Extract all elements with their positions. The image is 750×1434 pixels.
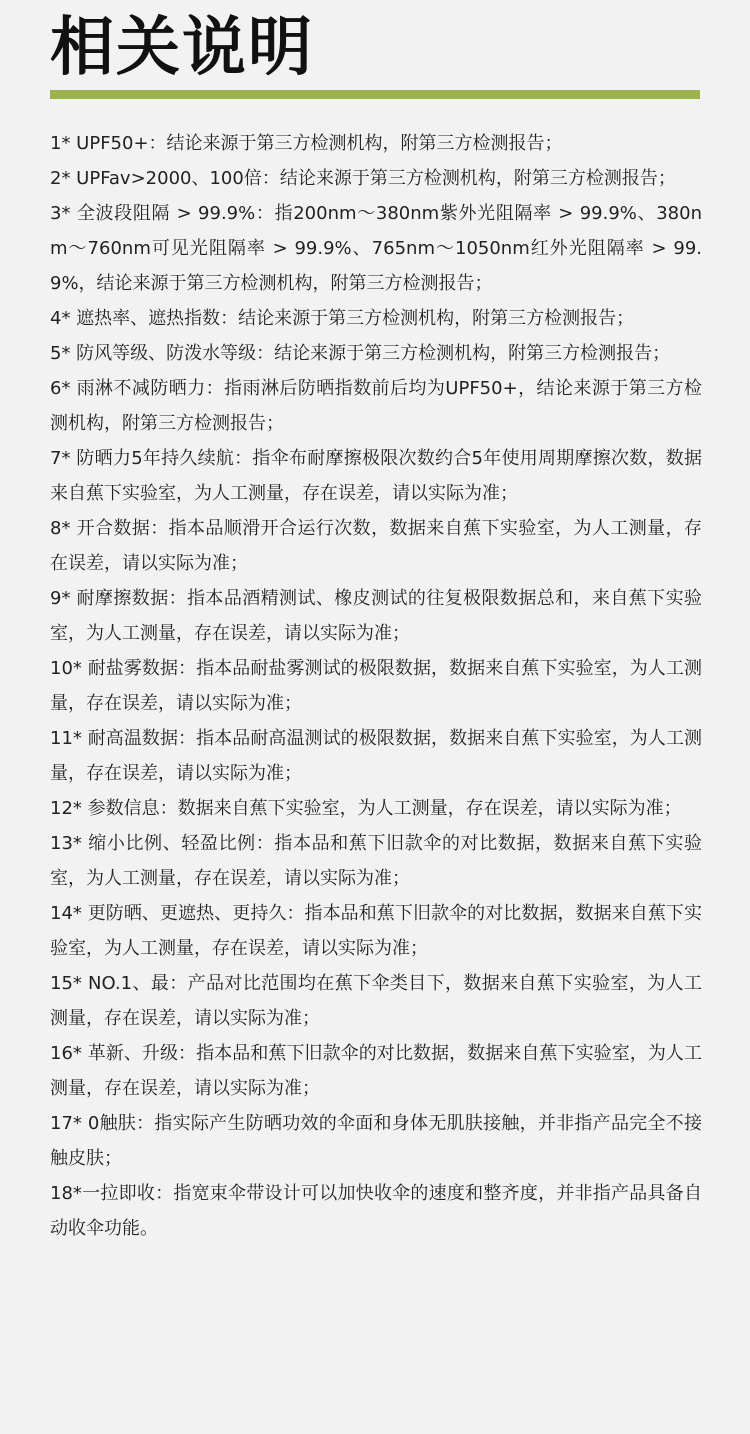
- note-item: 7* 防晒力5年持久续航：指伞布耐摩擦极限次数约合5年使用周期摩擦次数，数据来自蕉下实验室，为人工测量，存在误差，请以实际为准；: [50, 448, 702, 504]
- notes-list: [50, 126, 702, 1246]
- note-item: 13* 缩小比例、轻盈比例：指本品和蕉下旧款伞的对比数据，数据来自蕉下实验室，为人工测量，存在误差，请以实际为准；: [50, 833, 702, 889]
- note-item: 11* 耐高温数据：指本品耐高温测试的极限数据，数据来自蕉下实验室，为人工测量，存在误差，请以实际为准；: [50, 728, 702, 784]
- page-header: [50, 8, 314, 88]
- note-item: 9* 耐摩擦数据：指本品酒精测试、橡皮测试的往复极限数据总和，来自蕉下实验室，为人工测量，存在误差，请以实际为准；: [50, 588, 702, 644]
- page-title: 相关说明: [50, 11, 314, 85]
- note-item: 10* 耐盐雾数据：指本品耐盐雾测试的极限数据，数据来自蕉下实验室，为人工测量，存在误差，请以实际为准；: [50, 658, 702, 714]
- note-item: 14* 更防晒、更遮热、更持久：指本品和蕉下旧款伞的对比数据，数据来自蕉下实验室，为人工测量，存在误差，请以实际为准；: [50, 903, 702, 959]
- note-item: 12* 参数信息：数据来自蕉下实验室，为人工测量，存在误差，请以实际为准；: [50, 798, 682, 819]
- note-item: 4* 遮热率、遮热指数：结论来源于第三方检测机构，附第三方检测报告；: [50, 308, 635, 329]
- note-item: 8* 开合数据：指本品顺滑开合运行次数，数据来自蕉下实验室，为人工测量，存在误差，请以实际为准；: [50, 518, 702, 574]
- note-item: 17* 0触肤：指实际产生防晒功效的伞面和身体无肌肤接触，并非指产品完全不接触皮肤；: [50, 1113, 702, 1169]
- note-item: 16* 革新、升级：指本品和蕉下旧款伞的对比数据，数据来自蕉下实验室，为人工测量，存在误差，请以实际为准；: [50, 1043, 702, 1099]
- note-item: 6* 雨淋不减防晒力：指雨淋后防晒指数前后均为UPF50+，结论来源于第三方检测机构，附第三方检测报告；: [50, 378, 702, 434]
- note-item: 3* 全波段阻隔 > 99.9%：指200nm～380nm紫外光阻隔率 > 99.9%、380nm～760nm可见光阻隔率 > 99.9%、765nm～1050nm红外光阻隔率 > 99.9%，结论来源于第三方检测机构，附第三方检测报告；: [50, 203, 702, 294]
- note-item: 2* UPFav>2000、100倍：结论来源于第三方检测机构，附第三方检测报告；: [50, 168, 676, 189]
- title-underline: [50, 90, 700, 99]
- note-item: 15* NO.1、最：产品对比范围均在蕉下伞类目下，数据来自蕉下实验室，为人工测量，存在误差，请以实际为准；: [50, 973, 702, 1029]
- note-item: 18*一拉即收：指宽束伞带设计可以加快收伞的速度和整齐度，并非指产品具备自动收伞功能。: [50, 1183, 702, 1239]
- note-item: 1* UPF50+：结论来源于第三方检测机构，附第三方检测报告；: [50, 133, 563, 154]
- note-item: 5* 防风等级、防泼水等级：结论来源于第三方检测机构，附第三方检测报告；: [50, 343, 671, 364]
